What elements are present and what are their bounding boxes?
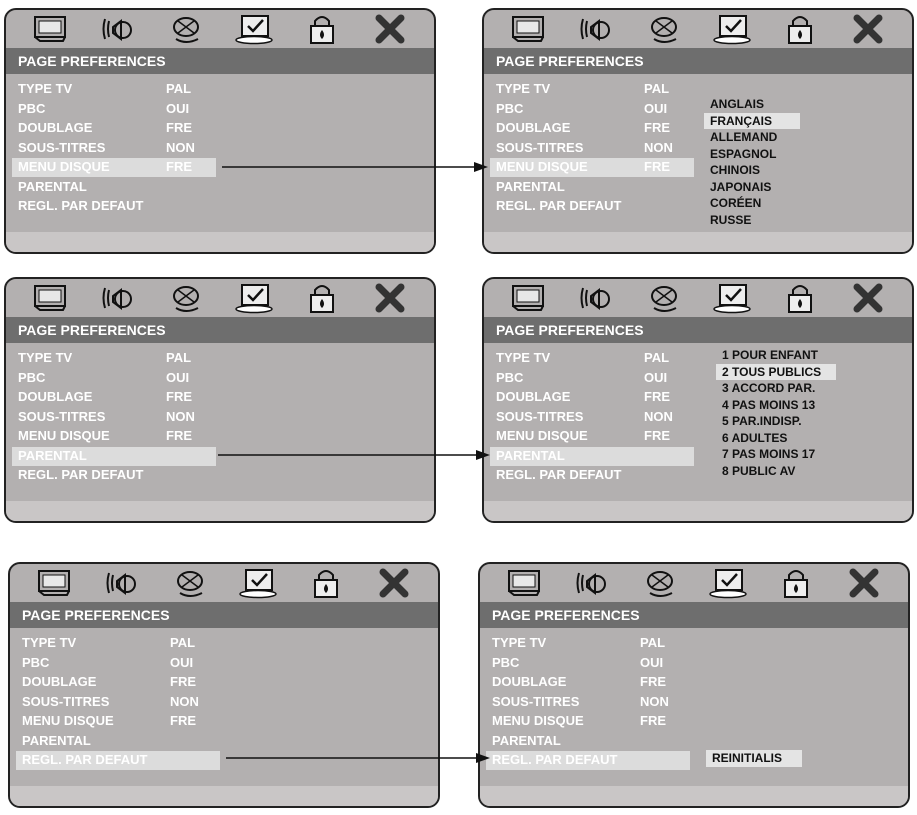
satellite-icon[interactable] [644, 12, 684, 46]
toolbar [10, 564, 438, 602]
option-label: 6 ADULTES [722, 430, 788, 445]
toolbar [484, 10, 912, 48]
menu-row[interactable] [6, 100, 434, 120]
menu-label: SOUS-TITRES [18, 139, 106, 155]
menu-row[interactable] [10, 654, 438, 674]
padlock-icon[interactable] [776, 566, 816, 600]
menu-value: FRE [170, 713, 196, 728]
page-title: PAGE PREFERENCES [6, 317, 434, 343]
menu-row[interactable] [10, 673, 438, 693]
option-item[interactable] [710, 146, 777, 163]
padlock-icon[interactable] [780, 281, 820, 315]
option-item[interactable] [710, 113, 777, 130]
monitor-icon[interactable] [30, 12, 70, 46]
menu-value: OUI [640, 654, 664, 670]
menu-value: FRE [170, 674, 196, 689]
menu-row[interactable] [480, 751, 908, 771]
monitor-icon[interactable] [30, 281, 70, 315]
menu-label: DOUBLAGE [496, 389, 571, 404]
menu-row[interactable] [484, 349, 912, 369]
option-label: 2 TOUS PUBLICS [722, 364, 822, 379]
menu-label: PBC [22, 654, 50, 670]
menu-row[interactable] [6, 80, 434, 100]
menu-value: PAL [166, 81, 192, 96]
menu-value: FRE [644, 428, 670, 443]
menu-row[interactable] [480, 732, 908, 752]
settings-menu [480, 634, 908, 771]
menu-value: FRE [166, 120, 192, 135]
menu-label: TYPE TV [18, 81, 73, 96]
close-icon[interactable] [374, 566, 414, 600]
monitor-icon[interactable] [508, 12, 548, 46]
menu-label: REGL. PAR DEFAUT [18, 467, 144, 482]
menu-row[interactable] [484, 388, 912, 408]
menu-value: FRE [640, 674, 666, 689]
menu-row[interactable] [6, 427, 434, 447]
menu-row[interactable] [480, 693, 908, 713]
menu-label: PARENTAL [496, 178, 565, 194]
menu-label: REGL. PAR DEFAUT [496, 198, 622, 213]
padlock-icon[interactable] [302, 12, 342, 46]
menu-row[interactable] [10, 712, 438, 732]
menu-row[interactable] [480, 654, 908, 674]
option-item[interactable] [722, 397, 821, 414]
preferences-panel [8, 562, 440, 808]
menu-label: REGL. PAR DEFAUT [18, 198, 144, 213]
checkmark-icon[interactable] [708, 566, 748, 600]
menu-label: MENU DISQUE [496, 428, 588, 443]
settings-menu [484, 80, 912, 217]
option-item[interactable] [722, 347, 821, 364]
page-title: PAGE PREFERENCES [6, 48, 434, 74]
menu-value: FRE [644, 159, 670, 174]
option-item[interactable] [722, 446, 821, 463]
option-label: 1 POUR ENFANT [722, 348, 819, 362]
toolbar [6, 279, 434, 317]
option-item[interactable] [722, 413, 821, 430]
menu-value: FRE [166, 159, 192, 174]
option-label: ESPAGNOL [710, 146, 777, 161]
menu-row[interactable] [484, 369, 912, 389]
menu-value: FRE [644, 120, 670, 135]
bottom-bar [10, 786, 438, 806]
toolbar [6, 10, 434, 48]
parental-options-list [722, 347, 821, 479]
satellite-icon[interactable] [170, 566, 210, 600]
satellite-icon[interactable] [640, 566, 680, 600]
menu-label: PBC [496, 100, 524, 116]
menu-row[interactable] [6, 466, 434, 486]
menu-row[interactable] [10, 732, 438, 752]
menu-label: MENU DISQUE [18, 159, 110, 174]
menu-row[interactable] [6, 139, 434, 159]
checkmark-icon[interactable] [712, 12, 752, 46]
speaker-icon[interactable] [576, 12, 616, 46]
menu-row[interactable] [484, 139, 912, 159]
option-item[interactable] [722, 380, 821, 397]
menu-row[interactable] [484, 197, 912, 217]
menu-value: NON [640, 693, 669, 709]
menu-value: PAL [640, 635, 666, 650]
menu-row[interactable] [6, 408, 434, 428]
option-label: CHINOIS [710, 163, 761, 177]
option-label: 4 PAS MOINS 13 [722, 397, 816, 412]
checkmark-icon[interactable] [712, 281, 752, 315]
option-label: CORÉEN [710, 196, 762, 210]
menu-label: TYPE TV [492, 635, 547, 650]
option-label: 8 PUBLIC AV [722, 463, 796, 478]
menu-label: SOUS-TITRES [492, 693, 580, 709]
menu-label: PBC [18, 100, 46, 116]
menu-value: FRE [166, 428, 192, 443]
settings-menu [10, 634, 438, 771]
menu-value: PAL [644, 81, 670, 96]
menu-label: MENU DISQUE [22, 713, 114, 728]
menu-label: MENU DISQUE [492, 713, 584, 728]
menu-label: TYPE TV [18, 350, 73, 365]
menu-label: SOUS-TITRES [18, 408, 106, 424]
option-item[interactable] [722, 463, 821, 480]
option-item[interactable] [710, 162, 777, 179]
menu-label: DOUBLAGE [492, 674, 567, 689]
settings-menu [6, 349, 434, 486]
menu-row[interactable] [6, 158, 434, 178]
satellite-icon[interactable] [166, 281, 206, 315]
menu-row[interactable] [484, 427, 912, 447]
menu-label: PARENTAL [22, 732, 91, 748]
preferences-panel [4, 277, 436, 523]
toolbar [480, 564, 908, 602]
bottom-bar [6, 501, 434, 521]
close-icon[interactable] [370, 12, 410, 46]
menu-row[interactable] [10, 751, 438, 771]
option-item[interactable] [722, 430, 821, 447]
page-title: PAGE PREFERENCES [484, 317, 912, 343]
close-icon[interactable] [848, 281, 888, 315]
menu-label: DOUBLAGE [18, 120, 93, 135]
menu-label: DOUBLAGE [18, 389, 93, 404]
menu-label: MENU DISQUE [496, 159, 588, 174]
menu-label: SOUS-TITRES [496, 139, 584, 155]
menu-row[interactable] [6, 119, 434, 139]
menu-value: NON [166, 408, 195, 424]
menu-row[interactable] [6, 178, 434, 198]
menu-row[interactable] [484, 447, 912, 467]
menu-row[interactable] [484, 158, 912, 178]
menu-value: NON [644, 139, 673, 155]
speaker-icon[interactable] [102, 566, 142, 600]
menu-row[interactable] [480, 712, 908, 732]
preferences-panel [4, 8, 436, 254]
bottom-bar [480, 786, 908, 806]
option-label: 5 PAR.INDISP. [722, 414, 802, 428]
menu-label: PARENTAL [18, 447, 87, 463]
menu-label: MENU DISQUE [18, 428, 110, 443]
menu-row[interactable] [10, 693, 438, 713]
satellite-icon[interactable] [166, 12, 206, 46]
option-label: ALLEMAND [710, 130, 778, 144]
menu-value: NON [170, 693, 199, 709]
padlock-icon[interactable] [302, 281, 342, 315]
option-item[interactable] [710, 212, 777, 229]
menu-row[interactable] [484, 100, 912, 120]
menu-row[interactable] [6, 197, 434, 217]
menu-label: PBC [492, 654, 520, 670]
bottom-bar [6, 232, 434, 252]
menu-value: NON [166, 139, 195, 155]
option-label: 7 PAS MOINS 17 [722, 447, 816, 461]
monitor-icon[interactable] [508, 281, 548, 315]
checkmark-icon[interactable] [234, 281, 274, 315]
speaker-icon[interactable] [98, 12, 138, 46]
option-label: REINITIALIS [712, 751, 783, 765]
menu-row[interactable] [484, 408, 912, 428]
menu-label: REGL. PAR DEFAUT [492, 752, 618, 767]
option-label: FRANÇAIS [710, 113, 772, 128]
checkmark-icon[interactable] [234, 12, 274, 46]
option-item[interactable] [722, 364, 821, 381]
menu-row[interactable] [6, 369, 434, 389]
menu-label: SOUS-TITRES [496, 408, 584, 424]
monitor-icon[interactable] [504, 566, 544, 600]
menu-value: NON [644, 408, 673, 424]
menu-row[interactable] [480, 634, 908, 654]
menu-label: DOUBLAGE [22, 674, 97, 689]
close-icon[interactable] [848, 12, 888, 46]
menu-row[interactable] [6, 349, 434, 369]
preferences-panel [478, 562, 910, 808]
padlock-icon[interactable] [306, 566, 346, 600]
padlock-icon[interactable] [780, 12, 820, 46]
option-label: JAPONAIS [710, 179, 772, 194]
option-item[interactable] [710, 129, 777, 146]
speaker-icon[interactable] [576, 281, 616, 315]
menu-row[interactable] [484, 463, 912, 486]
menu-row[interactable] [484, 80, 912, 100]
menu-label: SOUS-TITRES [22, 693, 110, 709]
menu-value: OUI [166, 100, 190, 116]
menu-row[interactable] [10, 634, 438, 654]
menu-value: PAL [170, 635, 196, 650]
close-icon[interactable] [844, 566, 884, 600]
speaker-icon[interactable] [572, 566, 612, 600]
menu-row[interactable] [484, 178, 912, 198]
satellite-icon[interactable] [644, 281, 684, 315]
menu-label: TYPE TV [496, 81, 551, 96]
option-item[interactable] [710, 195, 777, 212]
preferences-panel [482, 277, 914, 523]
menu-disque-options-list [710, 96, 777, 228]
settings-menu [6, 80, 434, 217]
menu-value: PAL [166, 350, 192, 365]
menu-label: PBC [496, 369, 524, 385]
bottom-bar [484, 232, 912, 252]
option-label: ANGLAIS [710, 97, 764, 111]
toolbar [484, 279, 912, 317]
menu-label: PBC [18, 369, 46, 385]
speaker-icon[interactable] [98, 281, 138, 315]
option-item[interactable] [712, 750, 782, 767]
menu-row[interactable] [6, 447, 434, 467]
page-title: PAGE PREFERENCES [10, 602, 438, 628]
menu-label: REGL. PAR DEFAUT [496, 467, 622, 482]
menu-value: OUI [166, 369, 190, 385]
page-title: PAGE PREFERENCES [484, 48, 912, 74]
menu-label: TYPE TV [22, 635, 77, 650]
menu-value: FRE [166, 389, 192, 404]
preferences-panel [482, 8, 914, 254]
checkmark-icon[interactable] [238, 566, 278, 600]
menu-label: PARENTAL [496, 447, 565, 463]
option-item[interactable] [710, 96, 777, 113]
menu-label: TYPE TV [496, 350, 551, 365]
menu-value: FRE [640, 713, 666, 728]
bottom-bar [484, 501, 912, 521]
option-label: 3 ACCORD PAR. [722, 381, 816, 395]
option-label: RUSSE [710, 212, 752, 227]
option-item[interactable] [710, 179, 777, 196]
menu-row[interactable] [6, 388, 434, 408]
page-title: PAGE PREFERENCES [480, 602, 908, 628]
settings-menu [484, 349, 912, 486]
menu-row[interactable] [480, 673, 908, 693]
monitor-icon[interactable] [34, 566, 74, 600]
close-icon[interactable] [370, 281, 410, 315]
menu-value: FRE [644, 389, 670, 404]
menu-label: PARENTAL [492, 732, 561, 748]
menu-row[interactable] [484, 119, 912, 139]
menu-label: DOUBLAGE [496, 120, 571, 135]
menu-label: REGL. PAR DEFAUT [22, 752, 148, 767]
menu-value: OUI [644, 369, 668, 385]
menu-value: OUI [170, 654, 194, 670]
menu-label: PARENTAL [18, 178, 87, 194]
menu-value: PAL [644, 350, 670, 365]
reset-options-list [712, 750, 782, 767]
menu-value: OUI [644, 100, 668, 116]
